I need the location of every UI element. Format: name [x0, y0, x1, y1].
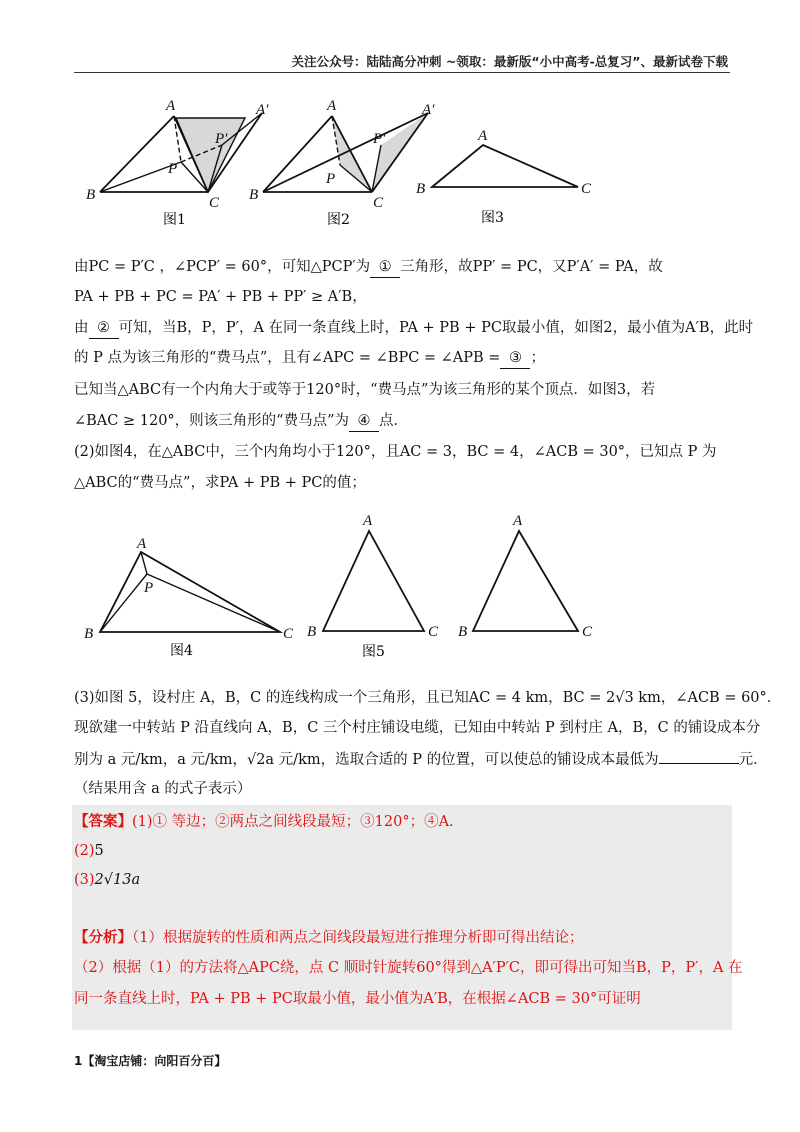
- fig6-label-C: C: [582, 624, 593, 640]
- fig1-label-A: A: [166, 98, 176, 114]
- answer-line2: (2)5: [74, 843, 104, 859]
- blank-3[interactable]: ③: [500, 348, 530, 369]
- part2-line2: △ABC的“费马点”，求PA + PB + PC的值；: [74, 475, 366, 491]
- fig1-caption: 图1: [163, 212, 186, 228]
- fig5-label-C: C: [428, 624, 439, 640]
- fig1-label-C: C: [209, 195, 220, 211]
- answer-blank[interactable]: [659, 763, 739, 764]
- part3-line1: (3)如图 5，设村庄 A，B，C 的连线构成一个三角形，且已知AC = 4 km，BC = 2√3 km，∠ACB = 60°．: [74, 690, 782, 706]
- blank-2[interactable]: ②: [89, 318, 119, 339]
- page-footer: 1【淘宝店铺：向阳百分百】: [74, 1054, 227, 1068]
- analysis-label: 【分析】: [74, 929, 132, 946]
- figure-4: [100, 552, 280, 632]
- fig3-label-C: C: [581, 181, 592, 197]
- part1-line3: 由 ② 可知，当B，P，P′，A 在同一条直线上时，PA + PB + PC取最小值，如图2，最小值为A′B，此时: [74, 318, 753, 339]
- fig2-label-P1: P′: [373, 131, 386, 147]
- fig1-label-A1: A′: [256, 102, 269, 118]
- fig4-label-A: A: [137, 536, 147, 552]
- analysis-line1: 【分析】（1）根据旋转的性质和两点之间线段最短进行推理分析即可得出结论；: [74, 929, 584, 946]
- fig3-label-B: B: [416, 181, 426, 197]
- fig1-label-P: P: [168, 161, 178, 177]
- part1-line6: ∠BAC ≥ 120°，则该三角形的“费马点”为 ④ 点．: [74, 411, 408, 432]
- page-header: 关注公众号：陆陆高分冲刺 ~领取：最新版“小中高考-总复习”、最新试卷下载: [291, 54, 728, 69]
- part3-line2: 现欲建一中转站 P 沿直线向 A，B，C 三个村庄铺设电缆，已知由中转站 P 到村庄 A，B，C 的铺设成本分: [74, 720, 761, 736]
- part1-line1: 由PC = P′C ，∠PCP′ = 60°，可知△PCP′为 ① 三角形，故PP′ = PC，又P′A′ = PA，故: [74, 257, 663, 278]
- fig5-caption: 图5: [362, 644, 385, 660]
- fig2-label-A1: A′: [422, 102, 435, 118]
- part1-line5: 已知当△ABC有一个内角大于或等于120°时，“费马点”为该三角形的某个顶点．如图3，若: [74, 382, 656, 398]
- fig2-caption: 图2: [327, 212, 350, 228]
- fig2-label-P: P: [326, 171, 336, 187]
- fig6-label-A: A: [513, 513, 523, 529]
- answer-line1: 【答案】(1)① 等边；②两点之间线段最短；③120°；④A.: [74, 813, 454, 830]
- fig4-label-B: B: [84, 626, 94, 642]
- fig2-label-C: C: [373, 195, 384, 211]
- fig1-label-P1: P′: [215, 131, 228, 147]
- fig5-label-B: B: [307, 624, 317, 640]
- fig5-label-A: A: [363, 513, 373, 529]
- answer-line3: (3)2√13a: [74, 872, 141, 888]
- fig4-label-P: P: [144, 580, 154, 596]
- answer-label: 【答案】: [74, 813, 132, 830]
- fig4-caption: 图4: [170, 643, 193, 659]
- part3-line3: 别为 a 元/km，a 元/km，√2a 元/km，选取合适的 P 的位置，可以使总的铺设成本最低为 元．: [74, 752, 768, 768]
- blank-4[interactable]: ④: [349, 411, 379, 432]
- fig6-label-B: B: [458, 624, 468, 640]
- part1-line2: PA + PB + PC = PA′ + PB + PP′ ≥ A′B，: [74, 289, 367, 305]
- part1-line4: 的 P 点为该三角形的“费马点”，且有∠APC = ∠BPC = ∠APB = ③ ；: [74, 348, 545, 369]
- fig2-label-B: B: [249, 187, 259, 203]
- fig2-label-A: A: [327, 98, 337, 114]
- fig4-label-C: C: [283, 626, 294, 642]
- blank-1[interactable]: ①: [370, 257, 400, 278]
- analysis-line2: （2）根据（1）的方法将△APC绕，点 C 顺时针旋转60°得到△A′P′C，即可得出可知当B，P，P′，A 在: [74, 960, 743, 976]
- fig3-caption: 图3: [481, 210, 504, 226]
- part2-line1: (2)如图4，在△ABC中，三个内角均小于120°，且AC = 3，BC = 4，∠ACB = 30°，已知点 P 为: [74, 444, 717, 460]
- figure-blank-triangle: [473, 531, 578, 631]
- analysis-line3: 同一条直线上时，PA + PB + PC取最小值，最小值为A′B，在根据∠ACB = 30°可证明: [74, 991, 641, 1007]
- part3-line4: （结果用含 a 的式子表示）: [74, 781, 252, 797]
- fig3-label-A: A: [478, 128, 488, 144]
- fig1-label-B: B: [86, 187, 96, 203]
- figure-5: [323, 531, 424, 631]
